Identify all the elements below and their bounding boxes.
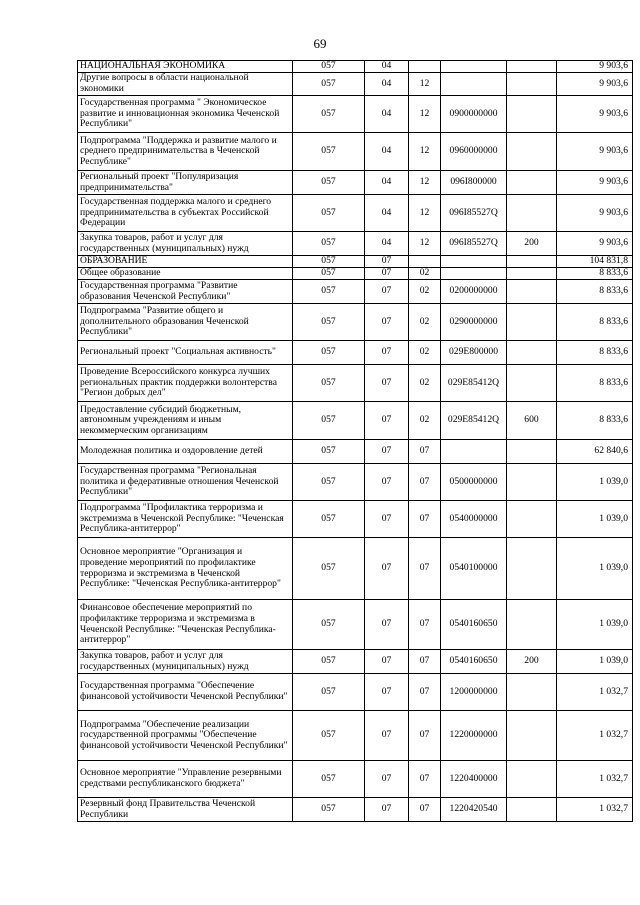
cell-name: Основное мероприятие "Управление резервными средствами республиканского бюджета"	[78, 761, 293, 798]
cell-pr: 07	[409, 538, 441, 600]
cell-ved: 057	[293, 280, 365, 304]
cell-rz: 07	[365, 464, 409, 501]
cell-vr	[507, 711, 557, 761]
cell-vr	[507, 268, 557, 280]
cell-name: Подпрограмма "Профилактика терроризма и экстремизма в Чеченской Республике: "Чеченская Республика-антитеррор"	[78, 501, 293, 538]
cell-csr: 0500000000	[441, 464, 507, 501]
cell-rz: 07	[365, 761, 409, 798]
cell-vr: 600	[507, 402, 557, 440]
cell-pr: 07	[409, 600, 441, 650]
cell-vr	[507, 73, 557, 96]
cell-csr	[441, 268, 507, 280]
cell-rz: 07	[365, 600, 409, 650]
cell-ved: 057	[293, 73, 365, 96]
cell-pr: 12	[409, 73, 441, 96]
cell-pr: 12	[409, 133, 441, 171]
cell-rz: 04	[365, 96, 409, 133]
cell-sum: 9 903,6	[557, 96, 633, 133]
cell-sum: 8 833,6	[557, 341, 633, 365]
table-row	[78, 402, 633, 440]
cell-name: Другие вопросы в области национальной экономики	[78, 73, 293, 96]
table-row	[78, 711, 633, 761]
cell-ved: 057	[293, 538, 365, 600]
cell-ved: 057	[293, 711, 365, 761]
cell-sum: 1 032,7	[557, 798, 633, 822]
cell-sum: 9 903,6	[557, 171, 633, 195]
cell-name: ОБРАЗОВАНИЕ	[78, 256, 293, 268]
cell-sum: 1 039,0	[557, 600, 633, 650]
cell-pr: 02	[409, 304, 441, 341]
cell-pr: 12	[409, 232, 441, 256]
page-number: 69	[313, 36, 327, 51]
cell-ved: 057	[293, 195, 365, 232]
cell-csr: 096I85527Q	[441, 232, 507, 256]
cell-csr: 1220400000	[441, 761, 507, 798]
cell-name: Подпрограмма "Развитие общего и дополнительного образования Чеченской Республики"	[78, 304, 293, 341]
cell-pr: 07	[409, 650, 441, 674]
cell-ved: 057	[293, 365, 365, 402]
cell-ved: 057	[293, 464, 365, 501]
table-row	[78, 195, 633, 232]
cell-ved: 057	[293, 304, 365, 341]
cell-rz: 04	[365, 133, 409, 171]
table-row	[78, 538, 633, 600]
table-row	[78, 256, 633, 268]
cell-pr: 02	[409, 341, 441, 365]
cell-name: Государственная программа "Обеспечение финансовой устойчивости Чеченской Республики"	[78, 674, 293, 711]
cell-pr: 02	[409, 268, 441, 280]
cell-name: Закупка товаров, работ и услуг для государственных (муниципальных) нужд	[78, 650, 293, 674]
cell-ved: 057	[293, 650, 365, 674]
cell-name: Государственная программа "Развитие образования Чеченской Республики"	[78, 280, 293, 304]
cell-name: Подпрограмма "Поддержка и развитие малого и среднего предпринимательства в Чеченской Республике"	[78, 133, 293, 171]
cell-rz: 04	[365, 73, 409, 96]
cell-sum: 1 039,0	[557, 501, 633, 538]
cell-name: Подпрограмма "Обеспечение реализации государственной программы "Обеспечение финансовой устойчивости Чеченской Республики"	[78, 711, 293, 761]
cell-csr: 0900000000	[441, 96, 507, 133]
table-row	[78, 61, 633, 73]
cell-sum: 8 833,6	[557, 280, 633, 304]
table-row	[78, 501, 633, 538]
cell-vr	[507, 61, 557, 73]
table-row	[78, 650, 633, 674]
cell-csr: 1220000000	[441, 711, 507, 761]
cell-vr	[507, 133, 557, 171]
cell-pr: 12	[409, 171, 441, 195]
cell-vr	[507, 256, 557, 268]
cell-csr	[441, 440, 507, 464]
cell-sum: 1 032,7	[557, 674, 633, 711]
cell-pr: 02	[409, 365, 441, 402]
cell-sum: 1 032,7	[557, 761, 633, 798]
table-row	[78, 232, 633, 256]
cell-name: Проведение Всероссийского конкурса лучших региональных практик поддержки волонтерства "Регион добрых дел"	[78, 365, 293, 402]
table-row	[78, 341, 633, 365]
cell-ved: 057	[293, 171, 365, 195]
cell-sum: 8 833,6	[557, 304, 633, 341]
cell-name: Резервный фонд Правительства Чеченской Республики	[78, 798, 293, 822]
cell-vr	[507, 501, 557, 538]
cell-csr	[441, 61, 507, 73]
cell-rz: 07	[365, 365, 409, 402]
cell-ved: 057	[293, 600, 365, 650]
cell-vr	[507, 195, 557, 232]
cell-ved: 057	[293, 501, 365, 538]
table-row	[78, 464, 633, 501]
cell-vr	[507, 440, 557, 464]
cell-rz: 04	[365, 232, 409, 256]
cell-ved: 057	[293, 61, 365, 73]
cell-name: Закупка товаров, работ и услуг для государственных (муниципальных) нужд	[78, 232, 293, 256]
table-row	[78, 674, 633, 711]
cell-pr: 12	[409, 195, 441, 232]
cell-vr	[507, 96, 557, 133]
cell-csr: 0540160650	[441, 650, 507, 674]
cell-pr: 07	[409, 501, 441, 538]
table-row	[78, 96, 633, 133]
cell-vr	[507, 600, 557, 650]
cell-csr: 029E85412Q	[441, 365, 507, 402]
cell-csr: 0960000000	[441, 133, 507, 171]
cell-rz: 07	[365, 440, 409, 464]
cell-name: НАЦИОНАЛЬНАЯ ЭКОНОМИКА	[78, 61, 293, 73]
cell-sum: 8 833,6	[557, 268, 633, 280]
cell-rz: 07	[365, 268, 409, 280]
cell-ved: 057	[293, 256, 365, 268]
cell-csr	[441, 73, 507, 96]
table-row	[78, 365, 633, 402]
cell-vr: 200	[507, 650, 557, 674]
cell-vr	[507, 341, 557, 365]
cell-ved: 057	[293, 96, 365, 133]
cell-ved: 057	[293, 341, 365, 365]
cell-sum: 8 833,6	[557, 365, 633, 402]
cell-vr	[507, 304, 557, 341]
cell-pr	[409, 61, 441, 73]
table-body	[78, 61, 633, 822]
cell-rz: 07	[365, 304, 409, 341]
cell-csr: 1200000000	[441, 674, 507, 711]
cell-pr: 07	[409, 440, 441, 464]
cell-csr: 096I85527Q	[441, 195, 507, 232]
cell-name: Основное мероприятие "Организация и проведение мероприятий по профилактике терроризма и экстремизма в Чеченской Республике: "Чеченская Республика-антитеррор"	[78, 538, 293, 600]
cell-vr	[507, 280, 557, 304]
cell-vr	[507, 464, 557, 501]
cell-pr: 07	[409, 674, 441, 711]
cell-rz: 07	[365, 280, 409, 304]
cell-name: Государственная программа "Региональная политика и федеративные отношения Чеченской Республики"	[78, 464, 293, 501]
cell-pr: 07	[409, 761, 441, 798]
cell-rz: 07	[365, 674, 409, 711]
cell-name: Региональный проект "Социальная активность"	[78, 341, 293, 365]
cell-rz: 07	[365, 256, 409, 268]
cell-name: Государственная поддержка малого и среднего предпринимательства в субъектах Российской Федерации	[78, 195, 293, 232]
cell-name: Общее образование	[78, 268, 293, 280]
cell-sum: 1 039,0	[557, 464, 633, 501]
cell-rz: 07	[365, 711, 409, 761]
cell-ved: 057	[293, 798, 365, 822]
cell-sum: 9 903,6	[557, 61, 633, 73]
cell-csr: 096I800000	[441, 171, 507, 195]
cell-vr	[507, 761, 557, 798]
cell-rz: 07	[365, 402, 409, 440]
cell-name: Региональный проект "Популяризация предпринимательства"	[78, 171, 293, 195]
cell-rz: 04	[365, 61, 409, 73]
cell-name: Финансовое обеспечение мероприятий по профилактике терроризма и экстремизма в Чеченской Республике: "Чеченская Республика-антитеррор"	[78, 600, 293, 650]
cell-ved: 057	[293, 402, 365, 440]
cell-sum: 9 903,6	[557, 133, 633, 171]
cell-pr: 12	[409, 96, 441, 133]
table-row	[78, 133, 633, 171]
table-row	[78, 798, 633, 822]
table-row	[78, 171, 633, 195]
cell-sum: 1 032,7	[557, 711, 633, 761]
table-row	[78, 304, 633, 341]
cell-pr	[409, 256, 441, 268]
cell-pr: 07	[409, 464, 441, 501]
cell-sum: 1 039,0	[557, 538, 633, 600]
cell-sum: 104 831,8	[557, 256, 633, 268]
cell-ved: 057	[293, 268, 365, 280]
cell-vr	[507, 674, 557, 711]
cell-csr: 0540000000	[441, 501, 507, 538]
cell-ved: 057	[293, 232, 365, 256]
cell-rz: 07	[365, 501, 409, 538]
cell-sum: 9 903,6	[557, 195, 633, 232]
cell-csr: 1220420540	[441, 798, 507, 822]
cell-csr: 029E800000	[441, 341, 507, 365]
table-row	[78, 761, 633, 798]
cell-sum: 1 039,0	[557, 650, 633, 674]
cell-name: Государственная программа " Экономическое развитие и инновационная экономика Чеченской Республики"	[78, 96, 293, 133]
cell-csr: 0540160650	[441, 600, 507, 650]
cell-csr: 0290000000	[441, 304, 507, 341]
cell-pr: 02	[409, 280, 441, 304]
cell-ved: 057	[293, 440, 365, 464]
table-row	[78, 73, 633, 96]
cell-pr: 02	[409, 402, 441, 440]
table-row	[78, 600, 633, 650]
cell-pr: 07	[409, 711, 441, 761]
cell-rz: 04	[365, 171, 409, 195]
table-row	[78, 280, 633, 304]
table-row	[78, 268, 633, 280]
cell-vr	[507, 798, 557, 822]
cell-rz: 07	[365, 341, 409, 365]
cell-ved: 057	[293, 674, 365, 711]
cell-vr	[507, 365, 557, 402]
cell-csr: 0200000000	[441, 280, 507, 304]
cell-vr	[507, 538, 557, 600]
cell-sum: 9 903,6	[557, 73, 633, 96]
cell-ved: 057	[293, 761, 365, 798]
cell-rz: 07	[365, 650, 409, 674]
cell-csr: 029E85412Q	[441, 402, 507, 440]
cell-sum: 62 840,6	[557, 440, 633, 464]
cell-rz: 07	[365, 798, 409, 822]
cell-pr: 07	[409, 798, 441, 822]
cell-ved: 057	[293, 133, 365, 171]
cell-sum: 8 833,6	[557, 402, 633, 440]
cell-sum: 9 903,6	[557, 232, 633, 256]
cell-csr: 0540100000	[441, 538, 507, 600]
cell-name: Молодежная политика и оздоровление детей	[78, 440, 293, 464]
cell-name: Предоставление субсидий бюджетным, автономным учреждениям и иным некоммерческим организациям	[78, 402, 293, 440]
cell-vr	[507, 171, 557, 195]
cell-vr: 200	[507, 232, 557, 256]
cell-csr	[441, 256, 507, 268]
table-row	[78, 440, 633, 464]
cell-rz: 07	[365, 538, 409, 600]
cell-rz: 04	[365, 195, 409, 232]
budget-table	[77, 60, 633, 822]
